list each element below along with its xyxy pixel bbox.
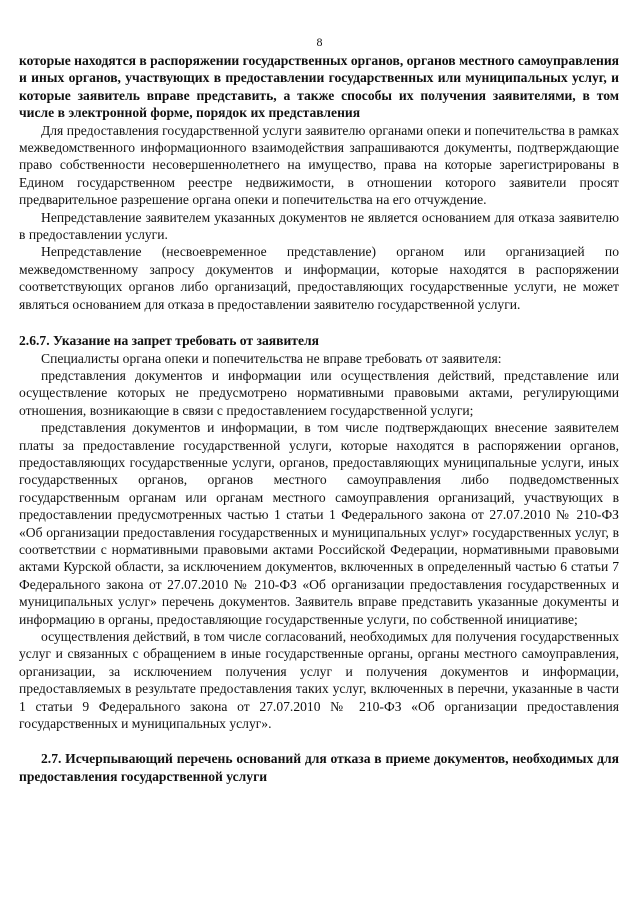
paragraph-documents-information: представления документов и информации, в том числе подтверждающих внесение заявителем платы за предоставление государственной услуги, которые находятся в распоряжении органов, предоставляющих государственные услуги, органов, предоставляющих муниципальные услуги, иных государственных органов, органов местного самоуправления либо подведомственных государственным органам или органам местного самоуправления организаций, участвующих в предоставлении предусмотренных частью 1 статьи 1 Федерального закона от 27.07.2010 № 210-ФЗ «Об организации предоставления государственных и муниципальных услуг» государственных услуг, в соответствии с нормативными правовыми актами Российской Федерации, нормативными правовыми актами Курской области, за исключением документов, включенных в определенный частью 6 статьи 7 Федерального закона от 27.07.2010 № 210-ФЗ «Об организации предоставления государственных и муниципальных услуг» перечень документов. Заявитель вправе представить указанные документы и информацию в органы, предоставляющие государственные услуги, по собственной инициативе;	[19, 420, 619, 627]
paragraph-interagency-request: Для предоставления государственной услуги заявителю органами опеки и попечительства в рамках межведомственного информационного взаимодействия запрашиваются документы, подтверждающие право собственности несовершеннолетнего на имущество, права на которые зарегистрированы в Едином государственном реестре недвижимости, в отношении которого заявители просят предварительное разрешение органа опеки и попечительства на его отчуждение.	[19, 122, 619, 208]
intro-bold-text: которые находятся в распоряжении государственных органов, органов местного самоуправления и иных органов, участвующих в предоставлении государственных или муниципальных услуг, и которые заявитель вправе представить, а также способы их получения заявителями, в том числе в электронной форме, порядок их представления	[19, 53, 619, 121]
paragraph-non-submission: Непредставление заявителем указанных документов не является основанием для отказа заявителю в предоставлении услуги.	[19, 209, 619, 243]
paragraph-actions-approvals: осуществления действий, в том числе согласований, необходимых для получения государственных услуг и связанных с обращением в иные государственные органы, органы местного самоуправления, организации, за исключением получения услуг и получения документов и информации, предоставляемых в результате предоставления таких услуг, включенных в перечни, указанные в части 1 статьи 9 Федерального закона от 27.07.2010 № 210-ФЗ «Об организации предоставления государственных и муниципальных услуг».	[19, 629, 619, 732]
page-content	[19, 52, 619, 785]
page-number: 8	[316, 35, 323, 49]
spacer	[19, 732, 619, 750]
paragraph-specialists: Специалисты органа опеки и попечительства не вправе требовать от заявителя:	[41, 350, 502, 366]
section-267-heading: 2.6.7. Указание на запрет требовать от заявителя	[19, 333, 319, 349]
paragraph-documents-actions: представления документов и информации или осуществления действий, представление или осуществление которых не предусмотрено нормативными правовыми актами, регулирующими отношения, возникающие в связи с предоставлением государственной услуги;	[19, 367, 619, 418]
section-27-heading: 2.7. Исчерпывающий перечень оснований для отказа в приеме документов, необходимых для предоставления государственной услуги	[19, 751, 619, 784]
paragraph-late-submission: Непредставление (несвоевременное представление) органом или организацией по межведомственному запросу документов и информации, которые находятся в распоряжении соответствующих органов либо организаций, предоставляющих государственные услуги, не может являться основанием для отказа в предоставлении заявителю государственной услуги.	[19, 244, 619, 312]
spacer	[19, 313, 619, 332]
